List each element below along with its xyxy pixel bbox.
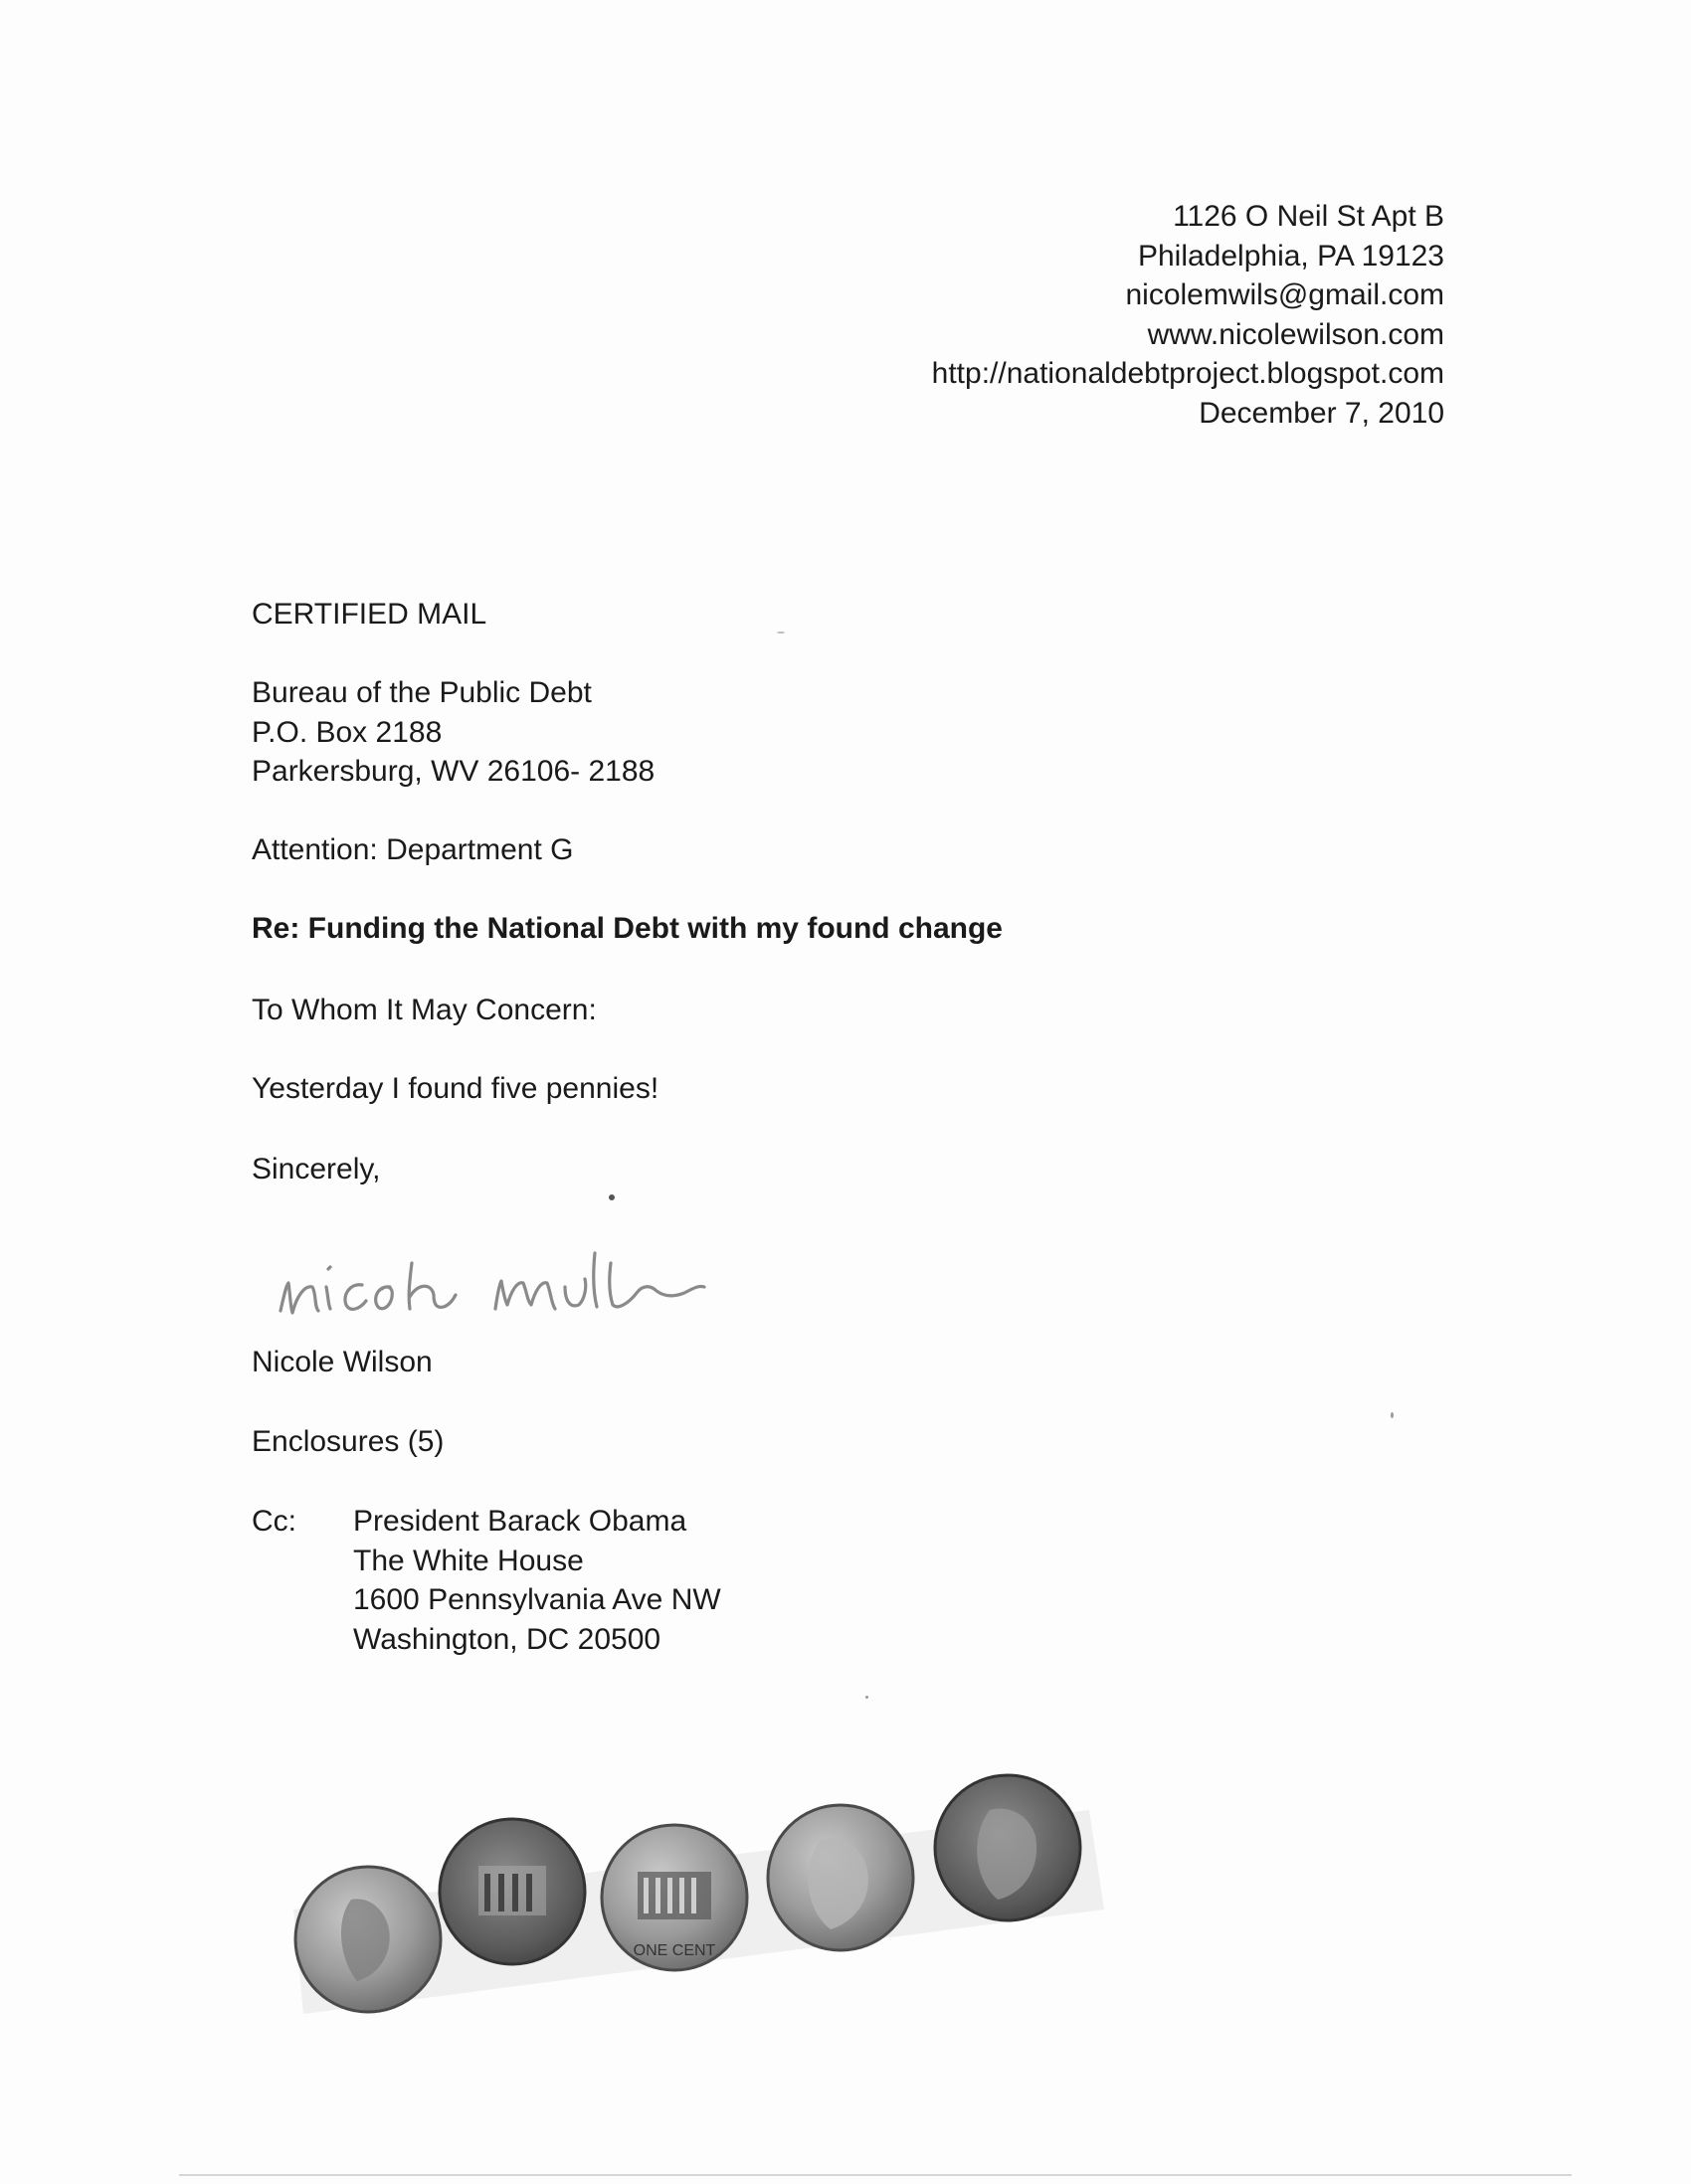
cc-org: The White House [353,1544,584,1577]
penny-4 [768,1805,913,1950]
scan-speck [609,1194,615,1200]
cc-name: President Barack Obama [353,1505,687,1538]
mailing-method: CERTIFIED MAIL [252,598,487,631]
cc-street: 1600 Pennsylvania Ave NW [353,1583,721,1616]
recipient-city: Parkersburg, WV 26106- 2188 [252,755,656,788]
cc-city: Washington, DC 20500 [353,1622,661,1656]
attention-line: Attention: Department G [252,833,574,866]
recipient-pobox: P.O. Box 2188 [252,715,443,749]
sender-address-block [932,197,1444,433]
recipient-address-block [252,673,655,792]
penny-5 [935,1775,1080,1920]
subject-line: Re: Funding the National Debt with my found change [252,912,1003,945]
recipient-name: Bureau of the Public Debt [252,676,592,709]
scan-speck [865,1696,868,1699]
taped-pennies-image [293,1770,1109,2029]
scan-edge-line [179,2174,1572,2176]
closing: Sincerely, [252,1153,381,1185]
scan-speck [1391,1412,1394,1418]
penny-3 [602,1825,747,1970]
sender-website: www.nicolewilson.com [1147,317,1444,351]
cc-address-block [353,1502,721,1659]
letter-body: Yesterday I found five pennies! [252,1072,659,1105]
penny-2 [440,1819,585,1964]
signature-image [267,1223,764,1333]
signer-name: Nicole Wilson [252,1346,433,1378]
cc-label: Cc: [252,1505,296,1538]
sender-email: nicolemwils@gmail.com [1125,278,1444,311]
one-cent-inscription: ONE CENT [633,1942,716,1959]
enclosures-line: Enclosures (5) [252,1425,445,1458]
salutation: To Whom It May Concern: [252,994,597,1026]
penny-1 [295,1867,441,2012]
sender-street: 1126 O Neil St Apt B [1173,200,1444,233]
letter-date: December 7, 2010 [1199,396,1444,430]
scan-speck [777,632,785,634]
sender-city: Philadelphia, PA 19123 [1137,239,1444,273]
sender-blog: http://nationaldebtproject.blogspot.com [931,357,1444,390]
